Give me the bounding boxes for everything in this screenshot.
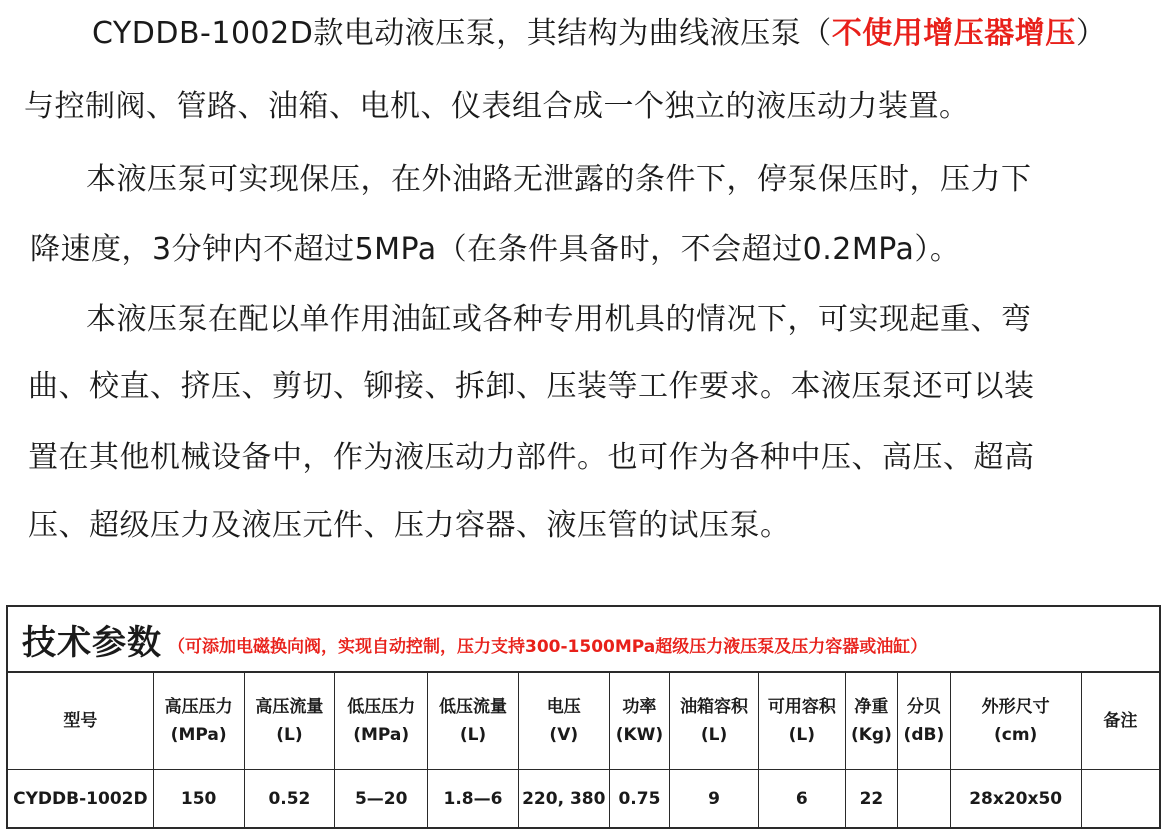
header-model: 型号 bbox=[8, 673, 153, 770]
cell-net-weight: 22 bbox=[845, 770, 897, 829]
intro-line-3: 本液压泵可实现保压，在外油路无泄露的条件下，停泵保压时，压力下 bbox=[86, 162, 1032, 197]
header-net-weight: 净重 (Kg) bbox=[845, 673, 897, 770]
cell-dimensions: 28x20x50 bbox=[950, 770, 1081, 829]
intro-line-4: 降速度，3分钟内不超过5MPa（在条件具备时，不会超过0.2MPa）。 bbox=[30, 232, 961, 267]
spec-title: 技术参数 bbox=[22, 622, 162, 663]
spec-note: （可添加电磁换向阀，实现自动控制，压力支持300-1500MPa超级压力液压泵及压力容器或油缸） bbox=[168, 636, 928, 657]
intro-line-6: 曲、校直、挤压、剪切、铆接、拆卸、压装等工作要求。本液压泵还可以装 bbox=[28, 369, 1035, 404]
cell-low-flow: 1.8—6 bbox=[428, 770, 519, 829]
header-remarks: 备注 bbox=[1081, 673, 1159, 770]
spec-table bbox=[8, 673, 1159, 828]
header-high-pressure: 高压压力 (MPa) bbox=[153, 673, 244, 770]
intro-line-1-suffix: ） bbox=[1075, 16, 1107, 51]
intro-line-8: 压、超级压力及液压元件、压力容器、液压管的试压泵。 bbox=[28, 508, 791, 543]
spec-title-bar bbox=[8, 607, 1159, 673]
header-usable-capacity: 可用容积 (L) bbox=[758, 673, 845, 770]
intro-highlight: 不使用增压器增压 bbox=[831, 16, 1076, 51]
intro-line-1-prefix: CYDDB-1002D款电动液压泵，其结构为曲线液压泵（ bbox=[92, 16, 832, 51]
header-low-flow: 低压流量 (L) bbox=[428, 673, 519, 770]
header-power: 功率 (KW) bbox=[609, 673, 670, 770]
header-voltage: 电压 (V) bbox=[518, 673, 609, 770]
cell-usable-capacity: 6 bbox=[758, 770, 845, 829]
header-high-flow: 高压流量 (L) bbox=[244, 673, 335, 770]
header-decibel: 分贝 (dB) bbox=[898, 673, 950, 770]
spec-table-panel bbox=[6, 605, 1161, 829]
intro-line-7: 置在其他机械设备中，作为液压动力部件。也可作为各种中压、高压、超高 bbox=[28, 440, 1035, 475]
cell-high-flow: 0.52 bbox=[244, 770, 335, 829]
cell-model: CYDDB-1002D bbox=[8, 770, 153, 829]
cell-tank-capacity: 9 bbox=[670, 770, 759, 829]
cell-low-pressure: 5—20 bbox=[335, 770, 428, 829]
cell-high-pressure: 150 bbox=[153, 770, 244, 829]
header-low-pressure: 低压压力 (MPa) bbox=[335, 673, 428, 770]
header-dimensions: 外形尺寸 (cm) bbox=[950, 673, 1081, 770]
intro-line-5: 本液压泵在配以单作用油缸或各种专用机具的情况下，可实现起重、弯 bbox=[86, 302, 1032, 337]
cell-remarks bbox=[1081, 770, 1159, 829]
intro-line-2: 与控制阀、管路、油箱、电机、仪表组合成一个独立的液压动力装置。 bbox=[24, 89, 970, 124]
intro-line-1 bbox=[92, 14, 1106, 54]
cell-decibel bbox=[898, 770, 950, 829]
table-row bbox=[8, 770, 1159, 829]
spec-header-row bbox=[8, 673, 1159, 770]
header-tank-capacity: 油箱容积 (L) bbox=[670, 673, 759, 770]
cell-power: 0.75 bbox=[609, 770, 670, 829]
cell-voltage: 220, 380 bbox=[518, 770, 609, 829]
